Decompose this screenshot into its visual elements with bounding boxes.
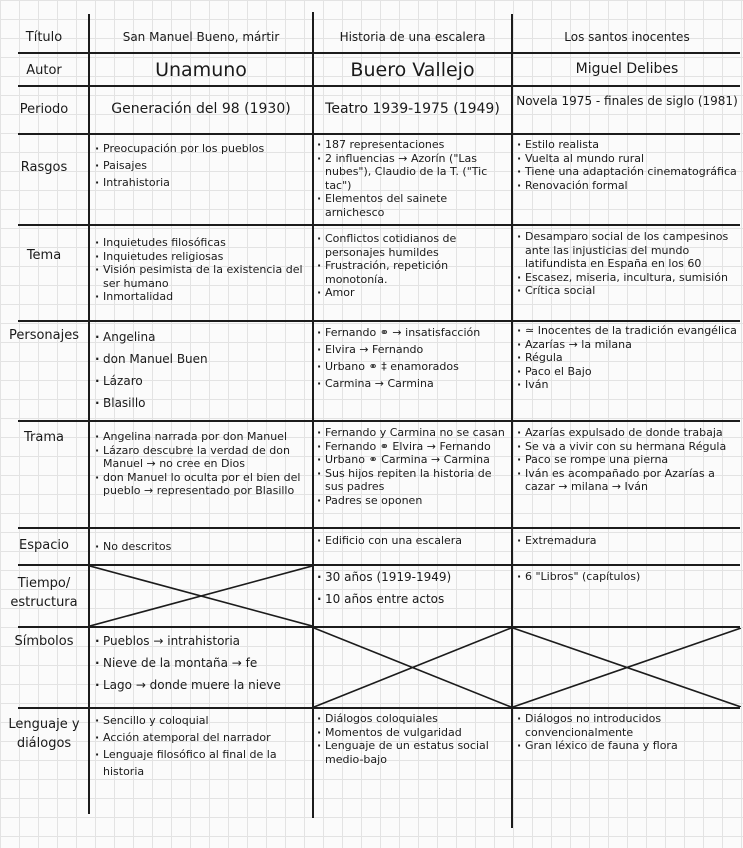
col3-espacio [516, 534, 738, 548]
row-label-tema: Tema [26, 248, 62, 263]
list-item: · don Manuel lo oculta por el bien del pueblo → representado por Blasillo [94, 471, 310, 498]
list-item: · Lago → donde muere la nieve [94, 674, 310, 696]
row-label-titulo: Título [25, 30, 63, 45]
list-item: · Sus hijos repiten la historia de sus padres [316, 467, 510, 494]
list-item: · Paisajes [94, 157, 310, 174]
list-item: · Diálogos coloquiales [316, 712, 510, 726]
list-item: · Nieve de la montaña → fe [94, 652, 310, 674]
list-item: · Edificio con una escalera [316, 534, 510, 548]
list-item: · Elvira → Fernando [316, 341, 510, 358]
list-item: · Urbano ⚭ ‡ enamorados [316, 358, 510, 375]
row-divider [18, 527, 740, 529]
list-item: · Urbano ⚭ Carmina → Carmina [316, 453, 510, 467]
list-item: · Lázaro descubre la verdad de don Manuel → no cree en Dios [94, 444, 310, 471]
col2-espacio [316, 534, 510, 548]
row-label-tiempo: Tiempo/ estructura [10, 576, 78, 610]
list-item: · Fernando y Carmina no se casan [316, 426, 510, 440]
list-item: · 30 años (1919-1949) [316, 566, 510, 588]
col3-lenguaje [516, 712, 738, 753]
list-item: · Carmina → Carmina [316, 375, 510, 392]
row-divider [18, 85, 740, 87]
col2-tema [316, 232, 510, 300]
row-divider [18, 420, 740, 422]
list-item: · Extremadura [516, 534, 738, 548]
col2-personajes [316, 324, 510, 392]
list-item: · Fernando ⚭ Elvira → Fernando [316, 440, 510, 454]
list-item: · Estilo realista [516, 138, 738, 152]
list-item: · Paco se rompe una pierna [516, 453, 738, 467]
row-label-lenguaje: Lenguaje y diálogos [8, 717, 80, 751]
col3-tema [516, 230, 738, 298]
list-item: · Angelina narrada por don Manuel [94, 430, 310, 444]
list-item: · 2 influencias → Azorín ("Las nubes"), Claudio de la T. ("Tic tac") [316, 152, 510, 193]
col2-simbolos-empty-cross [314, 628, 511, 707]
row-label-rasgos: Rasgos [20, 160, 68, 175]
list-item: · Paco el Bajo [516, 365, 738, 379]
col2-titulo: Historia de una escalera [339, 30, 486, 44]
col3-trama [516, 426, 738, 494]
list-item: · Sencillo y coloquial [94, 712, 310, 729]
list-item: · 10 años entre actos [316, 588, 510, 610]
col2-trama [316, 426, 510, 507]
list-item: · Iván [516, 378, 738, 392]
col1-titulo: San Manuel Bueno, mártir [122, 30, 280, 44]
col2-tiempo [316, 566, 510, 610]
list-item: · Lenguaje filosófico al final de la historia [94, 746, 310, 780]
row-label-trama: Trama [24, 430, 64, 445]
col1-autor: Unamuno [155, 59, 247, 81]
list-item: · Intrahistoria [94, 174, 310, 191]
col3-periodo: Novela 1975 - finales de siglo (1981) [516, 94, 738, 108]
row-divider [18, 133, 740, 135]
col1-rasgos [94, 140, 310, 191]
col1-trama [94, 430, 310, 498]
row-divider [18, 224, 740, 226]
list-item: · Angelina [94, 326, 310, 348]
row-divider [18, 320, 740, 322]
list-item: · don Manuel Buen [94, 348, 310, 370]
list-item: · Inquietudes religiosas [94, 250, 310, 264]
col3-titulo: Los santos inocentes [564, 30, 690, 44]
list-item: · Desamparo social de los campesinos ante las injusticias del mundo latifundista en España en los 60 [516, 230, 738, 271]
list-item: · ≃ Inocentes de la tradición evangélica [516, 324, 738, 338]
list-item: · Acción atemporal del narrador [94, 729, 310, 746]
col2-periodo: Teatro 1939-1975 (1949) [325, 101, 500, 117]
col3-autor: Miguel Delibes [575, 61, 679, 77]
list-item: · Diálogos no introducidos convencionalmente [516, 712, 738, 739]
list-item: · Inmortalidad [94, 290, 310, 304]
list-item: · Gran léxico de fauna y flora [516, 739, 738, 753]
list-item: · Frustración, repetición monotonía. [316, 259, 510, 286]
list-item: · Tiene una adaptación cinematográfica [516, 165, 738, 179]
col1-lenguaje [94, 712, 310, 780]
list-item: · 187 representaciones [316, 138, 510, 152]
col1-tema [94, 236, 310, 304]
list-item: · Visión pesimista de la existencia del ser humano [94, 263, 310, 290]
list-item: · Preocupación por los pueblos [94, 140, 310, 157]
list-item: · Renovación formal [516, 179, 738, 193]
list-item: · Crítica social [516, 284, 738, 298]
list-item: · Conflictos cotidianos de personajes humildes [316, 232, 510, 259]
list-item: · Inquietudes filosóficas [94, 236, 310, 250]
col3-tiempo [516, 570, 738, 584]
list-item: · Pueblos → intrahistoria [94, 630, 310, 652]
list-item: · Azarías → la milana [516, 338, 738, 352]
list-item: · Elementos del sainete arnichesco [316, 192, 510, 219]
list-item: · No descritos [94, 540, 310, 554]
list-item: · Vuelta al mundo rural [516, 152, 738, 166]
col1-personajes [94, 326, 310, 414]
col3-simbolos-empty-cross [513, 628, 741, 707]
col3-rasgos [516, 138, 738, 192]
col1-simbolos [94, 630, 310, 696]
row-label-simbolos: Símbolos [14, 634, 74, 649]
col2-lenguaje [316, 712, 510, 766]
col1-espacio [94, 540, 310, 554]
row-label-autor: Autor [26, 63, 62, 78]
list-item: · Iván es acompañado por Azarías a cazar → milana → Iván [516, 467, 738, 494]
list-item: · Lenguaje de un estatus social medio-bajo [316, 739, 510, 766]
list-item: · Blasillo [94, 392, 310, 414]
list-item: · Se va a vivir con su hermana Régula [516, 440, 738, 454]
col2-rasgos [316, 138, 510, 219]
list-item: · Escasez, miseria, incultura, sumisión [516, 271, 738, 285]
list-item: · Lázaro [94, 370, 310, 392]
column-divider [88, 14, 90, 814]
list-item: · Régula [516, 351, 738, 365]
row-divider [18, 52, 740, 54]
col3-personajes [516, 324, 738, 392]
row-label-periodo: Periodo [19, 102, 69, 117]
col1-periodo: Generación del 98 (1930) [111, 101, 291, 117]
list-item: · Amor [316, 286, 510, 300]
list-item: · Fernando ⚭ → insatisfacción [316, 324, 510, 341]
col1-tiempo-empty-cross [90, 566, 312, 626]
list-item: · 6 "Libros" (capítulos) [516, 570, 738, 584]
row-divider [18, 707, 740, 709]
row-label-personajes: Personajes [8, 328, 80, 343]
list-item: · Momentos de vulgaridad [316, 726, 510, 740]
list-item: · Azarías expulsado de donde trabaja [516, 426, 738, 440]
list-item: · Padres se oponen [316, 494, 510, 508]
col2-autor: Buero Vallejo [350, 59, 475, 81]
row-label-espacio: Espacio [19, 538, 69, 553]
